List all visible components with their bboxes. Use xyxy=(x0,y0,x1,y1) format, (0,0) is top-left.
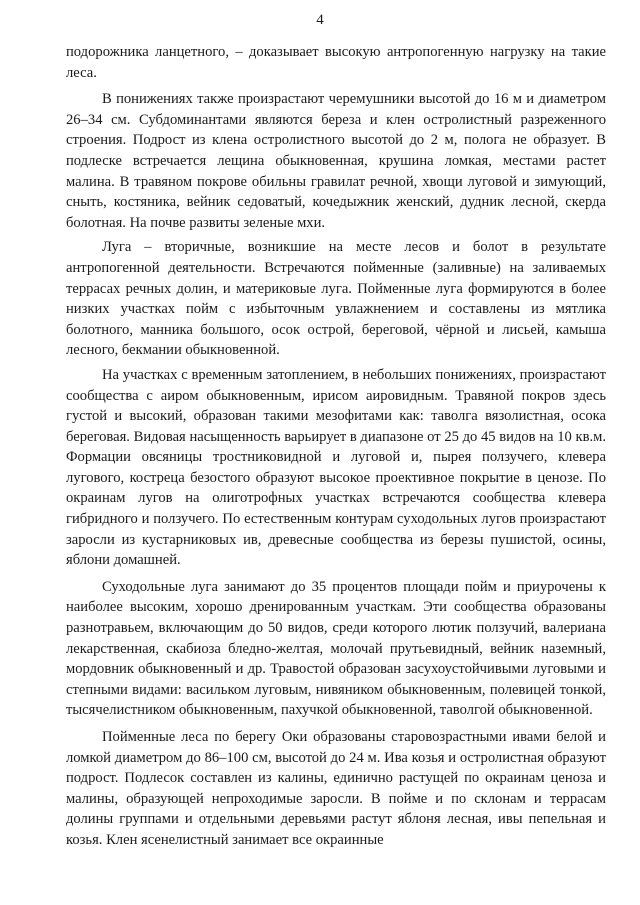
paragraph-bird-cherry-forests: В понижениях также произрастают черемушники высотой до 16 м и диаметром 26–34 см. Субдоминантами являются береза и клен остролистный разреженного строения. Подрост из клена остролистного высотой до 2 м, полога не образует. В подлеске встречается лещина обыкновенная, крушина ломкая, местами растет малина. В травяном покрове обильны гравилат речной, хвощи луговой и зимующий, сныть, костяника, вейник седоватый, кочедыжник женский, дудник лесной, скерда болотная. На почве развиты зеленые мхи. xyxy=(66,91,606,231)
paragraph-temporary-flooding: На участках с временным затоплением, в небольших понижениях, произрастают сообщества с аиром обыкновенным, ирисом аировидным. Травяной покров здесь густой и высокий, образован такими мезофитами как: таволга вязолистная, осока береговая. Видовая насыщенность варьирует в диапазоне от 25 до 45 видов на 10 кв.м. Формации овсяницы тростниковидной и луговой и, пырея ползучего, клевера лугового, костреца безостого образуют высокое проективное покрытие в ценозе. По окраинам лугов на олиготрофных участках встречаются сообщества клевера гибридного и ползучего. По естественным контурам суходольных лугов произрастают заросли из кустарниковых ив, древесные сообщества из березы пушистой, осины, яблони домашней. xyxy=(66,366,606,569)
document-body xyxy=(66,42,606,851)
paragraph-floodplain-forests: Пойменные леса по берегу Оки образованы старовозрастными ивами белой и ломкой диаметром до 86–100 см, высотой до 24 м. Ива козья и остролистная образуют подрост. Подлесок составлен из калины, единично растущей по окраинам ценоза и малины, образующей непроходимые заросли. В пойме и по склонам и террасам долины группами и отдельными деревьями растут яблоня лесная, ивы пепельная и козья. Клен ясенелистный занимает все окраинные xyxy=(66,729,606,848)
page-number: 4 xyxy=(316,12,324,28)
paragraph-dry-meadows: Суходольные луга занимают до 35 процентов площади пойм и приурочены к наиболее высоким, хорошо дренированным участкам. Эти сообщества образованы разнотравьем, включающим до 50 видов, среди которого лютик ползучий, валериана лекарственная, скабиоза бледно-желтая, молочай прутьевидный, вейник наземный, мордовник обыкновенный и др. Травостой образован засухоустойчивыми луговыми и степными видами: васильком луговым, нивяником обыкновенным, полевицей тонкой, тысячелистником обыкновенным, пахучкой обыкновенной, таволгой обыкновенной. xyxy=(66,578,606,719)
paragraph-continuation: подорожника ланцетного, – доказывает высокую антропогенную нагрузку на такие леса. xyxy=(66,44,606,81)
paragraph-meadows: Луга – вторичные, возникшие на месте лесов и болот в результате антропогенной деятельности. Встречаются пойменные (заливные) на заливаемых террасах речных долин, и материковые луга. Пойменные луга формируются в более низких участках пойм с избыточным увлажнением и составлены из мятлика болотного, манника большого, осок острой, береговой, чёрной и лисьей, камыша лесного, бекмании обыкновенной. xyxy=(66,239,606,359)
